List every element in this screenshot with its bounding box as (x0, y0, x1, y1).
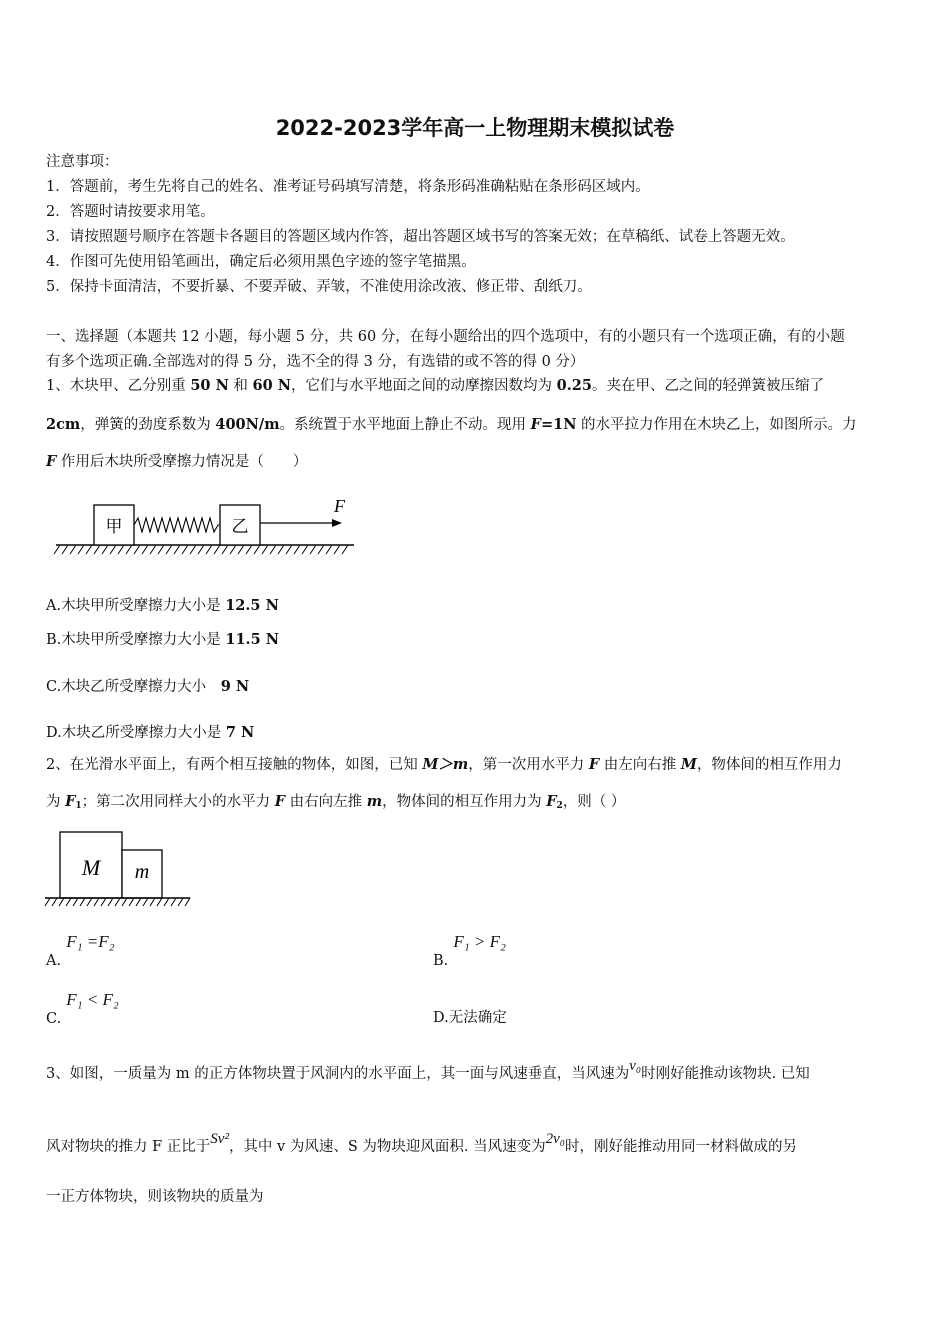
force-symbol: F (530, 416, 541, 433)
text: 由右向左推 (285, 794, 367, 810)
q2-option-d[interactable]: D.无法确定 (433, 1010, 507, 1026)
q1-option-b[interactable] (46, 628, 279, 649)
text: ，弹簧的劲度系数为 (80, 417, 216, 433)
text: 3、如图，一质量为 m 的正方体物块置于风洞内的水平面上，其一面与风速垂直，当风速为 (46, 1066, 630, 1082)
q1-option-c[interactable] (46, 675, 249, 696)
force1-symbol: F (65, 793, 76, 810)
block-small-m-label: m (134, 861, 150, 883)
notice-item-4: 4．作图可先使用铅笔画出，确定后必须用黑色字迹的签字笔描黑。 (46, 254, 476, 270)
text: C.木块乙所受摩擦力大小 (46, 679, 221, 695)
text: ，物体间的相互作用力为 (382, 794, 547, 810)
value: 11.5 N (225, 631, 279, 648)
block-jia-label: 甲 (105, 517, 123, 537)
text: ，其中 v 为风速、S 为物块迎风面积. 当风速变为 (228, 1139, 546, 1155)
spring-constant: 400N/m (215, 416, 280, 433)
force-symbol: F (274, 793, 286, 810)
value: 9 N (220, 678, 250, 695)
mass-symbol: M (680, 756, 697, 773)
option-expression: F₁ < F₂ (66, 990, 119, 1009)
mass-relation: M＞m (422, 756, 469, 773)
q1-option-a[interactable] (46, 594, 279, 615)
option-letter: B. (433, 953, 449, 969)
text: 的水平拉力作用在木块乙上，如图所示。力 (576, 417, 857, 433)
value: 7 N (225, 724, 255, 741)
force-symbol: F (588, 756, 600, 773)
block-yi-label: 乙 (231, 517, 249, 537)
text: ，它们与水平地面之间的动摩擦因数均为 (291, 378, 557, 394)
text: 时，刚好能推动用同一材料做成的另 (564, 1139, 797, 1155)
q2-option-c[interactable] (46, 990, 119, 1027)
notice-item-5: 5．保持卡面清洁，不要折暴、不要弄破、弄皱，不准使用涂改液、修正带、刮纸刀。 (46, 279, 592, 295)
text: 。夹在甲、乙之间的轻弹簧被压缩了 (591, 378, 824, 394)
q2-option-a[interactable] (46, 932, 115, 969)
spring (134, 518, 220, 532)
option-letter: C. (46, 1011, 62, 1027)
q2-line2: 为 $F_1$；第二次用同样大小的水平力 F 由右向左推 m，物体间的相互作用力为 $F_2$，则（ ） (46, 793, 626, 811)
text: 作用后木块所受摩擦力情况是（ ） (56, 454, 308, 470)
force2-symbol: F (546, 793, 557, 810)
text: ；第二次用同样大小的水平力 (81, 794, 275, 810)
weight-yi: 60 N (252, 377, 292, 394)
value: 12.5 N (225, 597, 279, 614)
section-header-line1: 一、选择题（本题共 12 小题，每小题 5 分，共 60 分，在每小题给出的四个选项中，有的小题只有一个选项正确，有的小题 (46, 329, 845, 345)
text: 和 (228, 378, 253, 394)
q1-line2 (46, 415, 857, 435)
text: 2、在光滑水平面上，有两个相互接触的物体，如图，已知 (46, 757, 423, 773)
option-letter: A. (46, 953, 62, 969)
text: 由左向右推 (599, 757, 681, 773)
force-arrow-head (332, 519, 342, 527)
option-expression: F₁ =F₂ (66, 932, 115, 951)
block-big-m-label: M (81, 855, 101, 880)
q2-option-b[interactable] (433, 932, 506, 969)
double-wind-speed: 2v₀ (545, 1131, 565, 1147)
notice-item-1: 1．答题前，考生先将自己的姓名、准考证号码填写清楚，将条形码准确粘贴在条形码区域内。 (46, 179, 650, 195)
compression: 2cm (46, 416, 81, 433)
notice-item-3: 3．请按照题号顺序在答题卡各题目的答题区域内作答，超出答题区域书写的答案无效；在草稿纸、试卷上答题无效。 (46, 229, 795, 245)
option-expression: F₁ > F₂ (453, 932, 506, 951)
two-blocks-diagram (42, 826, 194, 914)
q3-line3: 一正方体物块，则该物块的质量为 (46, 1189, 264, 1205)
text: 为 (46, 794, 66, 810)
force-value: =1N (540, 416, 577, 433)
force-label: F (334, 496, 345, 516)
mass-symbol: m (366, 793, 383, 810)
q1-option-d[interactable] (46, 721, 254, 742)
q3-line2 (46, 1131, 797, 1157)
notice-item-2: 2．答题时请按要求用笔。 (46, 204, 215, 220)
text: B.木块甲所受摩擦力大小是 (46, 632, 226, 648)
text: D.木块乙所受摩擦力大小是 (46, 725, 226, 741)
force-expression: Sv² (210, 1131, 229, 1147)
text: ，则（ ） (562, 794, 626, 810)
text: ，第一次用水平力 (468, 757, 589, 773)
notice-heading: 注意事项： (46, 154, 119, 170)
weight-jia: 50 N (190, 377, 229, 394)
section-header-line2: 有多个选项正确.全部选对的得 5 分，选不全的得 3 分，有选错的或不答的得 0 分） (46, 354, 585, 370)
q3-line1 (46, 1058, 810, 1084)
q1-line1 (46, 376, 824, 396)
friction-coefficient: 0.25 (556, 377, 592, 394)
text: 时刚好能推动该物块. 已知 (641, 1066, 810, 1082)
text: 风对物块的推力 F 正比于 (46, 1139, 211, 1155)
text: ，物体间的相互作用力 (696, 757, 842, 773)
spring-blocks-diagram (52, 492, 362, 562)
page-title: 2022-2023学年高一上物理期末模拟试卷 (275, 116, 675, 140)
q2-line1 (46, 755, 842, 775)
text: 1、木块甲、乙分别重 (46, 378, 191, 394)
q1-line3 (46, 452, 307, 472)
wind-speed-symbol: v₀ (629, 1058, 642, 1074)
text: 。系统置于水平地面上静止不动。现用 (279, 417, 531, 433)
force-symbol: F (46, 453, 57, 470)
text: A.木块甲所受摩擦力大小是 (46, 598, 226, 614)
